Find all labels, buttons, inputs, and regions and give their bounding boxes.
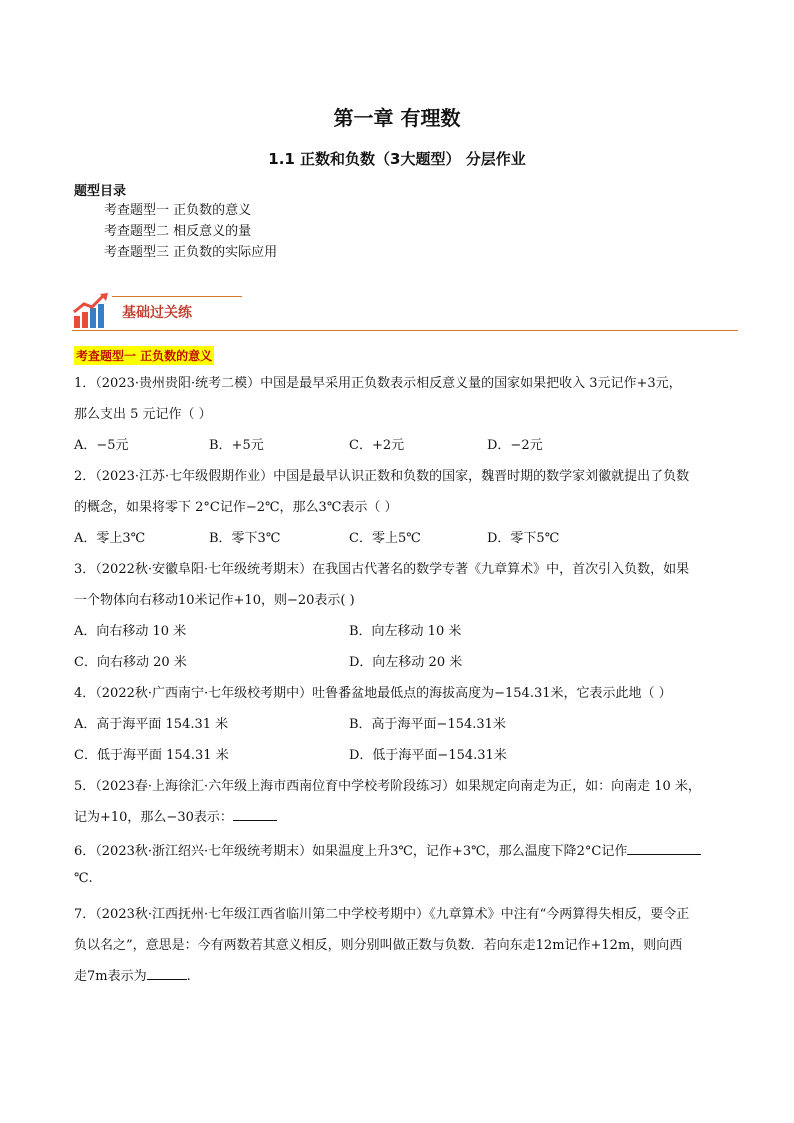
banner-top-rule	[112, 296, 242, 297]
q4-option-a: A．高于海平面 154.31 米	[74, 717, 229, 732]
question-1-line-1: 1．（2023·贵州贵阳·统考二模）中国是最早采用正负数表示相反意义量的国家如果把收入 3元记作+3元，	[74, 376, 682, 391]
toc-heading: 题型目录	[74, 184, 127, 199]
question-7-line-3	[74, 965, 191, 984]
banner-basic-practice	[72, 292, 738, 332]
section-subtitle: 1.1 正数和负数（3大题型） 分层作业	[268, 150, 526, 168]
q4-option-d: D．低于海平面−154.31米	[349, 748, 507, 763]
toc-list	[104, 200, 277, 263]
question-3-line-2: 一个物体向右移动10米记作+10，则−20表示( )	[74, 593, 355, 608]
question-1-line-2: 那么支出 5 元记作（ ）	[74, 407, 212, 422]
question-2-line-1: 2．（2023·江苏·七年级假期作业）中国是最早认识正数和负数的国家，魏晋时期的数学家刘徽就提出了负数	[74, 469, 690, 484]
q1-option-a: A．−5元	[74, 438, 129, 453]
toc-item: 考查题型二 相反意义的量	[104, 224, 252, 239]
q4-option-c: C．低于海平面 154.31 米	[74, 748, 229, 763]
question-2-line-2: 的概念，如果将零下 2°C记作−2℃，那么3℃表示（ ）	[74, 500, 398, 515]
q3-option-b: B．向左移动 10 米	[349, 624, 462, 639]
q1-option-b: B．+5元	[209, 438, 264, 453]
bar-chart-trend-icon	[72, 292, 110, 330]
toc-item: 考查题型三 正负数的实际应用	[104, 245, 278, 260]
question-5-line-1: 5．（2023春·上海徐汇·六年级上海市西南位育中学校考阶段练习）如果规定向南走为正，如：向南走 10 米，	[74, 779, 701, 794]
question-7-line-3-text: 走7m表示为	[74, 969, 147, 984]
banner-rule	[72, 330, 738, 332]
q2-option-a: A．零上3℃	[74, 531, 146, 546]
question-7-line-1: 7．（2023秋·江西抚州·七年级江西省临川第二中学校考期中）《九章算术》中注有“今两算得失相反，要令正	[74, 907, 690, 922]
q3-option-d: D．向左移动 20 米	[349, 655, 463, 670]
answer-blank[interactable]	[627, 842, 701, 855]
question-6-line-1-text: 6．（2023秋·浙江绍兴·七年级统考期末）如果温度上升3℃，记作+3℃，那么温度下降2°C记作	[74, 844, 628, 859]
section-label: 考查题型一 正负数的意义	[74, 346, 214, 365]
chapter-title: 第一章 有理数	[333, 106, 461, 130]
question-3-line-1: 3．（2022秋·安徽阜阳·七年级统考期末）在我国古代著名的数学专著《九章算术》中，首次引入负数，如果	[74, 562, 690, 577]
q3-option-c: C．向右移动 20 米	[74, 655, 187, 670]
q1-option-c: C．+2元	[349, 438, 405, 453]
question-7-line-2: 负以名之”，意思是：今有两数若其意义相反，则分别叫做正数与负数．若向东走12m记作+12m，则向西	[74, 938, 683, 953]
answer-blank[interactable]	[147, 967, 187, 980]
question-5-line-2-text: 记为+10，那么−30表示：	[74, 810, 233, 825]
question-7-line-3-end: .	[186, 969, 191, 984]
q4-option-b: B．高于海平面−154.31米	[349, 717, 506, 732]
question-6-line-2: ℃.	[74, 871, 93, 886]
q2-option-d: D．零下5℃	[487, 531, 560, 546]
banner-label: 基础过关练	[122, 305, 192, 321]
question-5-line-2	[74, 806, 277, 825]
answer-blank[interactable]	[233, 808, 277, 821]
q2-option-c: C．零上5℃	[349, 531, 421, 546]
question-6-line-1	[74, 840, 701, 859]
toc-item: 考查题型一 正负数的意义	[104, 203, 252, 218]
q2-option-b: B．零下3℃	[209, 531, 281, 546]
q3-option-a: A．向右移动 10 米	[74, 624, 187, 639]
q1-option-d: D．−2元	[487, 438, 543, 453]
question-4-line-1: 4．（2022秋·广西南宁·七年级校考期中）吐鲁番盆地最低点的海拔高度为−154.31米，它表示此地（ ）	[74, 686, 672, 701]
